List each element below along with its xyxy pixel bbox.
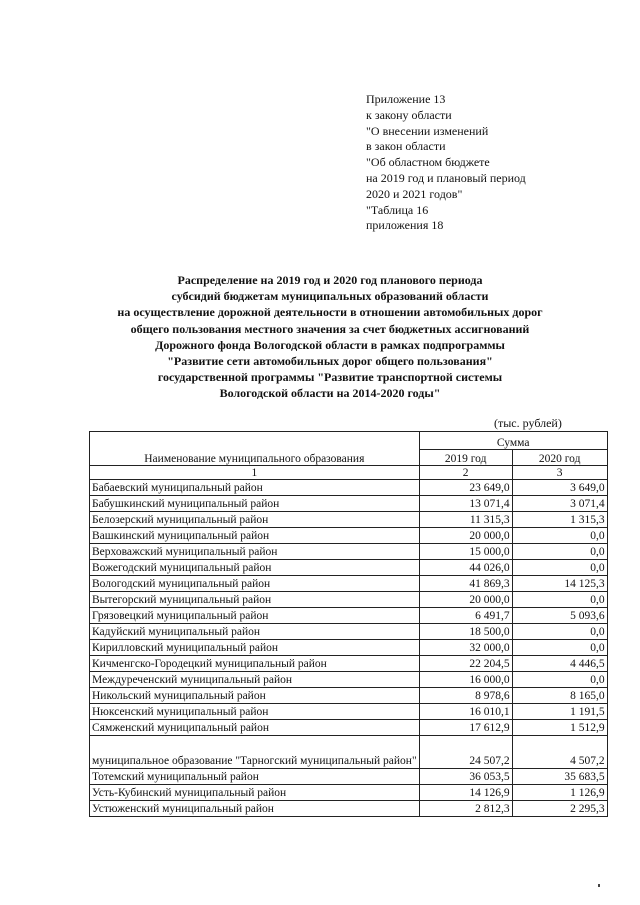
title-line: Распределение на 2019 год и 2020 год планового периода bbox=[177, 273, 483, 287]
amount-2019: 16 000,0 bbox=[419, 672, 512, 688]
amount-2019: 36 053,5 bbox=[419, 769, 512, 785]
table-row bbox=[90, 672, 608, 688]
table-row bbox=[90, 544, 608, 560]
amount-2020: 0,0 bbox=[512, 528, 607, 544]
amount-2020: 0,0 bbox=[512, 672, 607, 688]
amount-2019: 2 812,3 bbox=[419, 801, 512, 817]
district-name: Кичменгско-Городецкий муниципальный район bbox=[90, 656, 420, 672]
amount-2019: 8 978,6 bbox=[419, 688, 512, 704]
unit-label: (тыс. рублей) bbox=[494, 416, 562, 430]
amount-2019: 23 649,0 bbox=[419, 480, 512, 496]
appendix-line: "Об областном бюджете bbox=[366, 155, 490, 170]
title-line: общего пользования местного значения за счет бюджетных ассигнований bbox=[130, 321, 530, 336]
table-row bbox=[90, 608, 608, 624]
table-row bbox=[90, 592, 608, 608]
table-row bbox=[90, 656, 608, 672]
amount-2019: 11 315,3 bbox=[419, 512, 512, 528]
amount-2019: 20 000,0 bbox=[419, 592, 512, 608]
amount-2020: 2 295,3 bbox=[512, 801, 607, 817]
column-header-2020: 2020 год bbox=[512, 450, 607, 466]
column-index: 2 bbox=[419, 466, 512, 480]
appendix-line: 2020 и 2021 годов" bbox=[366, 186, 463, 201]
amount-2019: 17 612,9 bbox=[419, 720, 512, 736]
column-index: 3 bbox=[512, 466, 607, 480]
amount-2020: 0,0 bbox=[512, 592, 607, 608]
district-name: Бабаевский муниципальный район bbox=[90, 480, 420, 496]
district-name: Бабушкинский муниципальный район bbox=[90, 496, 420, 512]
table-row bbox=[90, 624, 608, 640]
table-row bbox=[90, 528, 608, 544]
table-row bbox=[90, 688, 608, 704]
amount-2020: 1 315,3 bbox=[512, 512, 607, 528]
table-row bbox=[90, 704, 608, 720]
amount-2020: 35 683,5 bbox=[512, 769, 607, 785]
appendix-line: к закону области bbox=[366, 107, 452, 122]
appendix-line: "О внесении изменений bbox=[366, 123, 489, 138]
column-header-2019: 2019 год bbox=[419, 450, 512, 466]
amount-2020: 1 126,9 bbox=[512, 785, 607, 801]
title-line: на осуществление дорожной деятельности в отношении автомобильных дорог bbox=[117, 305, 543, 320]
table-row bbox=[90, 736, 608, 769]
amount-2019: 20 000,0 bbox=[419, 528, 512, 544]
amount-2020: 0,0 bbox=[512, 624, 607, 640]
title-line: субсидий бюджетам муниципальных образований области bbox=[171, 289, 489, 304]
amount-2019: 15 000,0 bbox=[419, 544, 512, 560]
district-name: Кирилловский муниципальный район bbox=[90, 640, 420, 656]
district-name: Грязовецкий муниципальный район bbox=[90, 608, 420, 624]
district-name: Сямженский муниципальный район bbox=[90, 720, 420, 736]
amount-2019: 24 507,2 bbox=[419, 736, 512, 769]
amount-2020: 0,0 bbox=[512, 640, 607, 656]
district-name: Вожегодский муниципальный район bbox=[90, 560, 420, 576]
appendix-line: в закон области bbox=[366, 139, 446, 154]
district-name: Междуреченский муниципальный район bbox=[90, 672, 420, 688]
amount-2020: 3 649,0 bbox=[512, 480, 607, 496]
district-name: Нюксенский муниципальный район bbox=[90, 704, 420, 720]
district-name: Никольский муниципальный район bbox=[90, 688, 420, 704]
table-row bbox=[90, 720, 608, 736]
district-name: Устюженский муниципальный район bbox=[90, 801, 420, 817]
column-index-row bbox=[90, 466, 608, 480]
amount-2019: 41 869,3 bbox=[419, 576, 512, 592]
scan-speck bbox=[598, 884, 600, 887]
table-row bbox=[90, 512, 608, 528]
column-index: 1 bbox=[90, 466, 420, 480]
amount-2020: 4 507,2 bbox=[512, 736, 607, 769]
amount-2019: 6 491,7 bbox=[419, 608, 512, 624]
district-name: муниципальное образование "Тарногский муниципальный район" bbox=[90, 736, 420, 769]
amount-2019: 32 000,0 bbox=[419, 640, 512, 656]
appendix-line: Приложение 13 bbox=[366, 92, 446, 106]
district-name: Белозерский муниципальный район bbox=[90, 512, 420, 528]
district-name: Усть-Кубинский муниципальный район bbox=[90, 785, 420, 801]
amount-2019: 14 126,9 bbox=[419, 785, 512, 801]
district-name: Вашкинский муниципальный район bbox=[90, 528, 420, 544]
table-row bbox=[90, 496, 608, 512]
amount-2020: 8 165,0 bbox=[512, 688, 607, 704]
title-line: "Развитие сети автомобильных дорог общего пользования" bbox=[167, 354, 493, 369]
amount-2020: 14 125,3 bbox=[512, 576, 607, 592]
table-row bbox=[90, 801, 608, 817]
table-row bbox=[90, 640, 608, 656]
subsidy-table bbox=[89, 431, 608, 817]
district-name: Тотемский муниципальный район bbox=[90, 769, 420, 785]
appendix-line: на 2019 год и плановый период bbox=[366, 170, 526, 185]
table-row bbox=[90, 560, 608, 576]
title-line: Дорожного фонда Вологодской области в рамках подпрограммы bbox=[155, 337, 505, 352]
appendix-note bbox=[366, 92, 526, 234]
table-row bbox=[90, 576, 608, 592]
amount-2019: 16 010,1 bbox=[419, 704, 512, 720]
title-line: государственной программы "Развитие транспортной системы bbox=[157, 370, 503, 385]
table-row bbox=[90, 480, 608, 496]
amount-2019: 13 071,4 bbox=[419, 496, 512, 512]
amount-2020: 5 093,6 bbox=[512, 608, 607, 624]
amount-2020: 1 191,5 bbox=[512, 704, 607, 720]
district-name: Верховажский муниципальный район bbox=[90, 544, 420, 560]
table-row bbox=[90, 785, 608, 801]
column-header-name: Наименование муниципального образования bbox=[90, 432, 420, 466]
column-header-sum: Сумма bbox=[419, 432, 607, 450]
district-name: Вытегорский муниципальный район bbox=[90, 592, 420, 608]
district-name: Вологодский муниципальный район bbox=[90, 576, 420, 592]
title-line: Вологодской области на 2014-2020 годы" bbox=[219, 386, 441, 401]
document-title bbox=[60, 272, 600, 402]
amount-2020: 3 071,4 bbox=[512, 496, 607, 512]
amount-2019: 18 500,0 bbox=[419, 624, 512, 640]
amount-2020: 1 512,9 bbox=[512, 720, 607, 736]
district-name: Кадуйский муниципальный район bbox=[90, 624, 420, 640]
appendix-line: "Таблица 16 bbox=[366, 202, 429, 217]
amount-2020: 0,0 bbox=[512, 544, 607, 560]
amount-2020: 0,0 bbox=[512, 560, 607, 576]
table-row bbox=[90, 769, 608, 785]
amount-2020: 4 446,5 bbox=[512, 656, 607, 672]
amount-2019: 44 026,0 bbox=[419, 560, 512, 576]
amount-2019: 22 204,5 bbox=[419, 656, 512, 672]
appendix-line: приложения 18 bbox=[366, 218, 444, 233]
